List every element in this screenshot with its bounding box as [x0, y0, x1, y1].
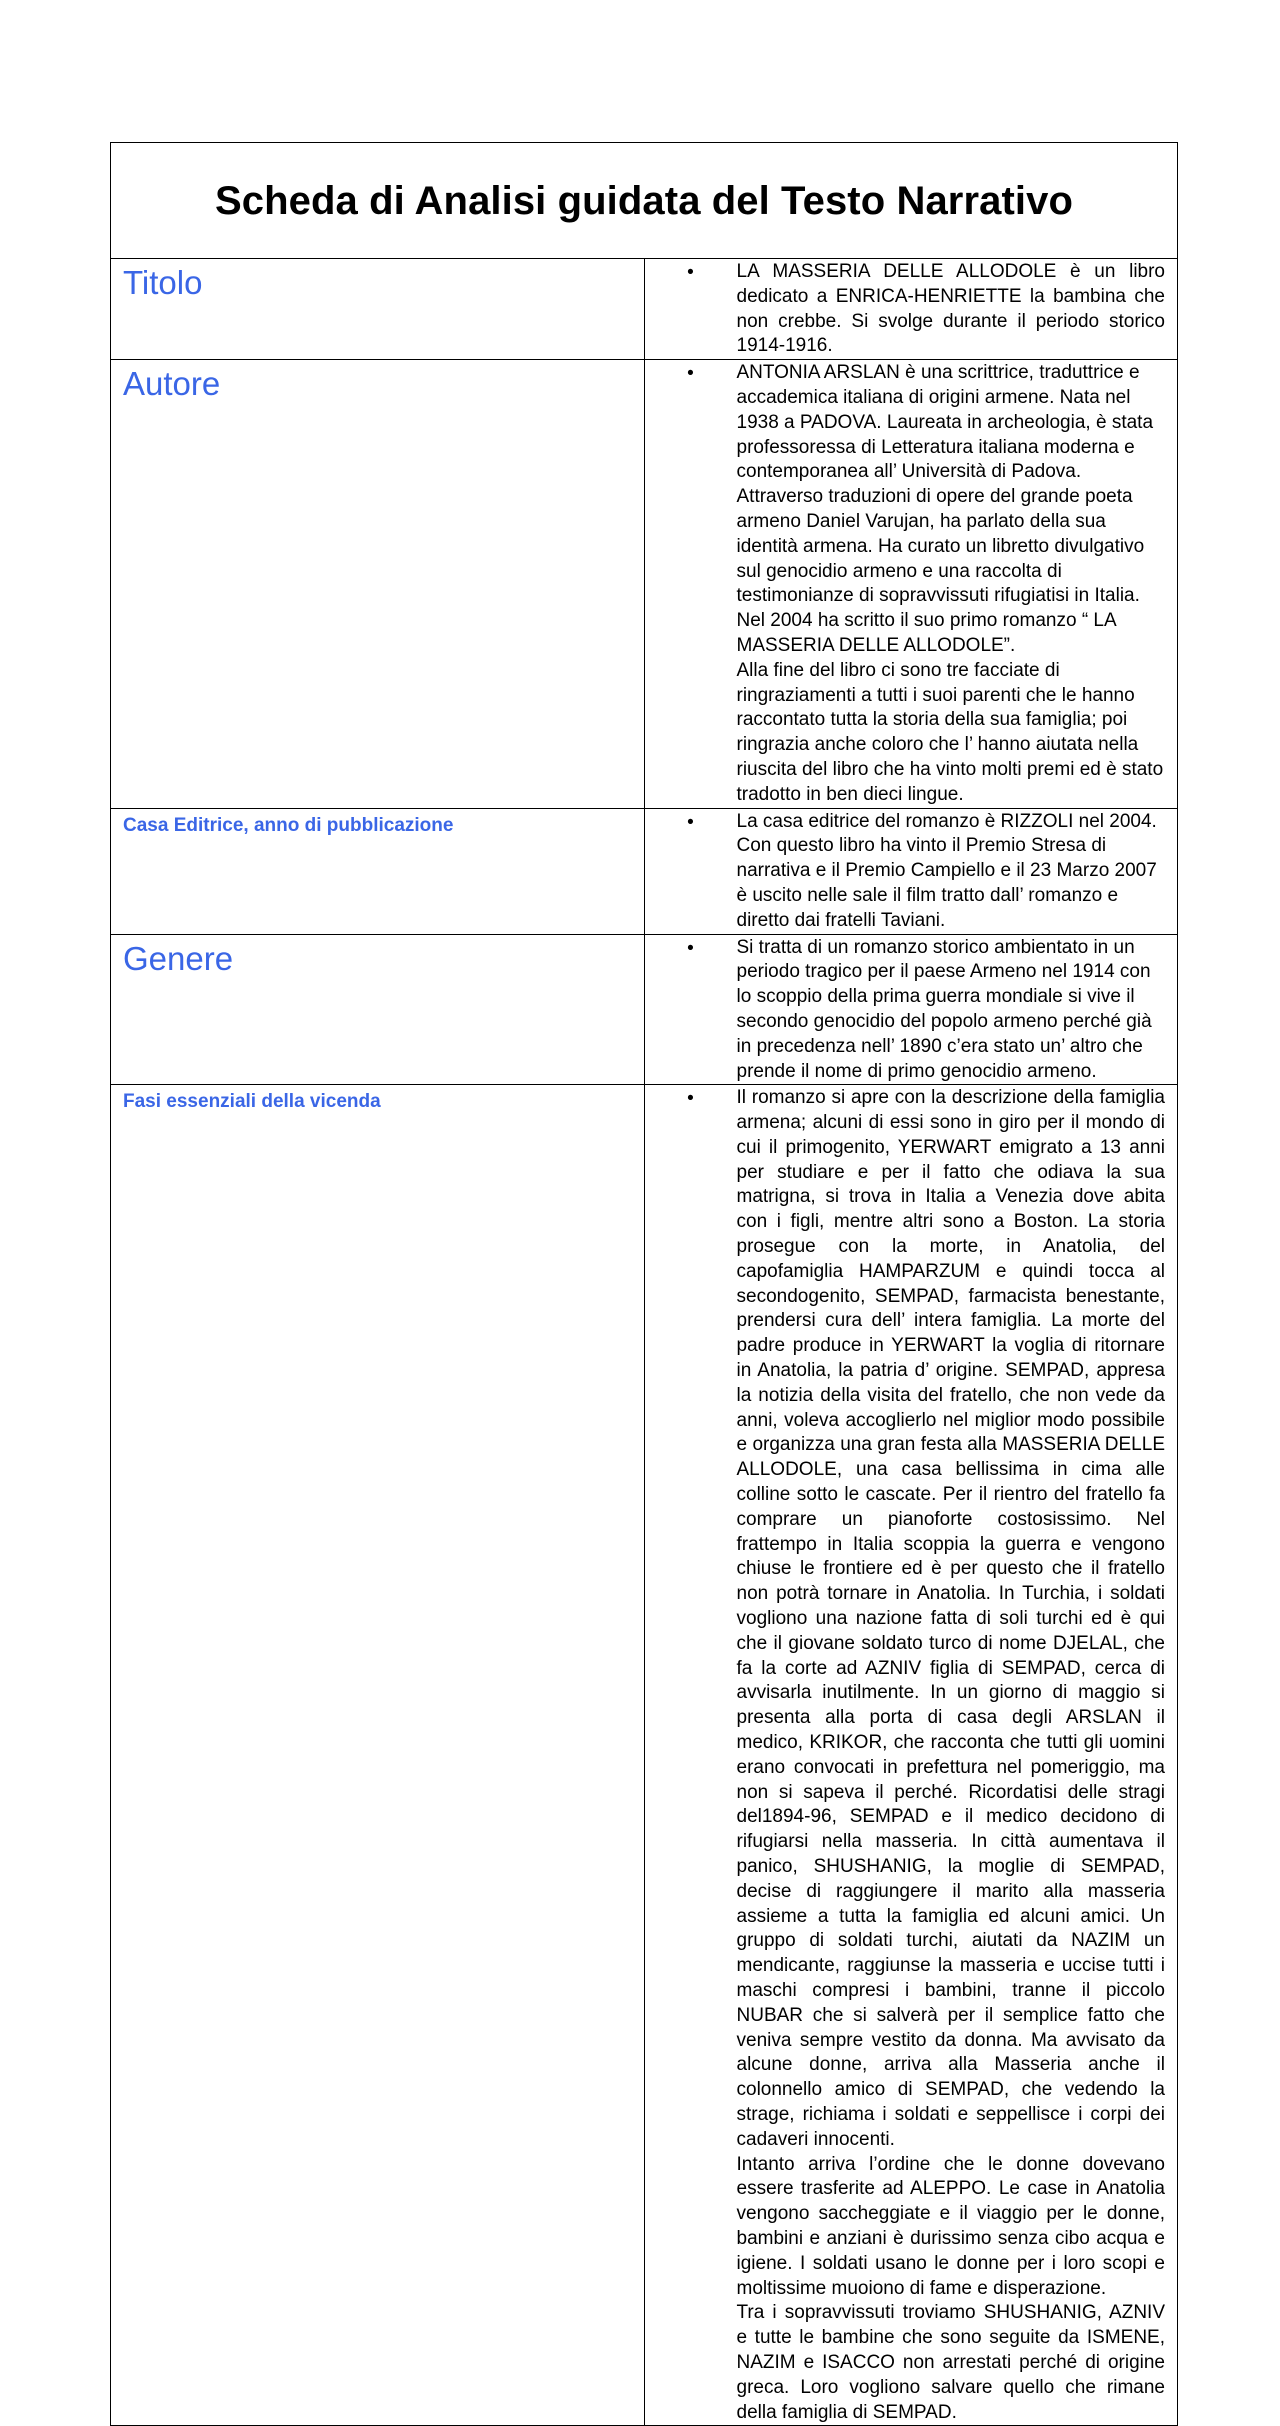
paragraph: Si tratta di un romanzo storico ambientato in un periodo tragico per il paese Armeno nel 1914 con lo scoppio della prima guerra mondiale si vive il secondo genocidio del popolo armeno perché già in precedenza nell’ 1890 c’era stato un’ altro che prende il nome di primo genocidio armeno.	[736, 936, 1152, 1082]
content-cell-casa-editrice	[644, 808, 1178, 934]
label-casa-editrice: Casa Editrice, anno di pubblicazione	[123, 814, 454, 836]
label-genere: Genere	[123, 939, 234, 977]
paragraph: ANTONIA ARSLAN è una scrittrice, traduttrice e accademica italiana di origini armene. Nata nel 1938 a PADOVA. Laureata in archeologia, è stata professoressa di Letteratura italiana moderna e contemporanea all’ Università di Padova. Attraverso traduzioni di opere del grande poeta armeno Daniel Varujan, ha parlato della sua identità armena. Ha curato un libretto divulgativo sul genocidio armeno e una raccolta di testimonianze di sopravvissuti rifugiatisi in Italia.	[736, 362, 1154, 607]
item-text	[737, 936, 1166, 1085]
analysis-sheet-table	[110, 142, 1178, 2426]
label-cell-casa-editrice	[111, 808, 645, 934]
row-titolo	[111, 259, 1178, 360]
item-text	[737, 810, 1166, 934]
label-cell-autore	[111, 360, 645, 808]
bullet-icon: •	[687, 262, 694, 283]
content-cell-fasi	[644, 1085, 1178, 2426]
label-autore: Autore	[123, 365, 221, 403]
list-item	[645, 260, 1166, 359]
bullet-icon: •	[687, 1088, 694, 1110]
title-row	[111, 143, 1178, 259]
paragraph: LA MASSERIA DELLE ALLODOLE è un libro dedicato a ENRICA-HENRIETTE la bambina che non crebbe. Si svolge durante il periodo storico 1914-1916.	[736, 261, 1165, 357]
content-cell-genere	[644, 934, 1178, 1085]
bullet-icon: •	[687, 811, 694, 833]
label-cell-titolo	[111, 259, 645, 360]
bullet-icon: •	[687, 937, 694, 959]
list-item	[645, 361, 1166, 807]
list-item	[645, 936, 1166, 1085]
bullet-icon: •	[687, 363, 694, 385]
row-casa-editrice	[111, 808, 1178, 934]
row-fasi	[111, 1085, 1178, 2426]
content-cell-autore	[644, 360, 1178, 808]
label-titolo: Titolo	[123, 264, 203, 301]
item-text	[737, 1086, 1166, 2425]
paragraph: Alla fine del libro ci sono tre facciate di ringraziamenti a tutti i suoi parenti che le hanno raccontato tutta la storia della sua famiglia; poi ringrazia anche coloro che l’ hanno aiutata nella riuscita del libro che ha vinto molti premi ed è stato tradotto in ben dieci lingue.	[736, 659, 1164, 805]
item-text	[737, 361, 1166, 807]
list-item	[645, 810, 1166, 934]
label-fasi: Fasi essenziali della vicenda	[123, 1091, 381, 1113]
label-cell-fasi	[111, 1085, 645, 2426]
paragraph: La casa editrice del romanzo è RIZZOLI nel 2004. Con questo libro ha vinto il Premio Stresa di narrativa e il Premio Campiello e il 23 Marzo 2007 è uscito nelle sale il film tratto dall’ romanzo e diretto dai fratelli Taviani.	[736, 810, 1157, 931]
paragraph: Il romanzo si apre con la descrizione della famiglia armena; alcuni di essi sono in giro per il mondo di cui il primogenito, YERWART emigrato a 13 anni per studiare e per il fatto che odiava la sua matrigna, si trova in Italia a Venezia dove abita con i figli, mentre altri sono a Boston. La storia prosegue con la morte, in Anatolia, del capofamiglia HAMPARZUM e quindi tocca al secondogenito, SEMPAD, farmacista benestante, prendersi cura dell’ intera famiglia. La morte del padre produce in YERWART la voglia di ritornare in Anatolia, la patria d’ origine. SEMPAD, appresa la notizia della visita del fratello, che non vede da anni, voleva accoglierlo nel miglior modo possibile e organizza una gran festa alla MASSERIA DELLE ALLODOLE, una casa bellissima in cima alle colline sotto le cascate. Per il rientro del fratello fa comprare un pianoforte costosissimo. Nel frattempo in Italia scoppia la guerra e vengono chiuse le frontiere ed è per questo che il fratello non potrà tornare in Anatolia. In Turchia, i soldati vogliono una nazione fatta di soli turchi ed è qui che il giovane soldato turco di nome DJELAL, che fa la corte ad AZNIV figlia di SEMPAD, cerca di avvisarla inutilmente. In un giorno di maggio si presenta alla porta di casa degli ARSLAN il medico, KRIKOR, che racconta che tutti gli uomini erano convocati in prefettura nel pomeriggio, ma non si sapeva il perché. Ricordatisi delle stragi del1894-96, SEMPAD e il medico decidono di rifugiarsi nella masseria. In città aumentava il panico, SHUSHANIG, la moglie di SEMPAD, decise di raggiungere il marito alla masseria assieme a tutta la famiglia ed alcuni amici. Un gruppo di soldati turchi, aiutati da NAZIM un mendicante, raggiunse la masseria e uccise tutti i maschi compresi i bambini, tranne il piccolo NUBAR che si salverà per il semplice fatto che veniva sempre vestito da donna. Ma avvisato da alcune donne, arriva alla Masseria anche il colonnello amico di SEMPAD, che vedendo la strage, richiama i soldati e seppellisce i corpi dei cadaveri innocenti.	[736, 1087, 1165, 2150]
title-cell	[111, 143, 1178, 259]
list-item	[645, 1086, 1166, 2425]
item-text	[737, 260, 1166, 359]
paragraph: Nel 2004 ha scritto il suo primo romanzo “ LA MASSERIA DELLE ALLODOLE”.	[736, 610, 1116, 656]
sheet-title: Scheda di Analisi guidata del Testo Narrativo	[214, 179, 1074, 223]
row-autore	[111, 360, 1178, 808]
label-cell-genere	[111, 934, 645, 1085]
row-genere	[111, 934, 1178, 1085]
paragraph: Tra i sopravvissuti troviamo SHUSHANIG, AZNIV e tutte le bambine che sono seguite da ISMENE, NAZIM e ISACCO non arrestati perché di origine greca. Loro vogliono salvare quello che rimane della famiglia di SEMPAD.	[736, 2302, 1165, 2423]
paragraph: Intanto arriva l’ordine che le donne dovevano essere trasferite ad ALEPPO. Le case in Anatolia vengono saccheggiate e il viaggio per le donne, bambini e anziani è durissimo senza cibo acqua e igiene. I soldati usano le donne per i loro scopi e moltissime muoiono di fame e disperazione.	[736, 2153, 1165, 2299]
content-cell-titolo	[644, 259, 1178, 360]
